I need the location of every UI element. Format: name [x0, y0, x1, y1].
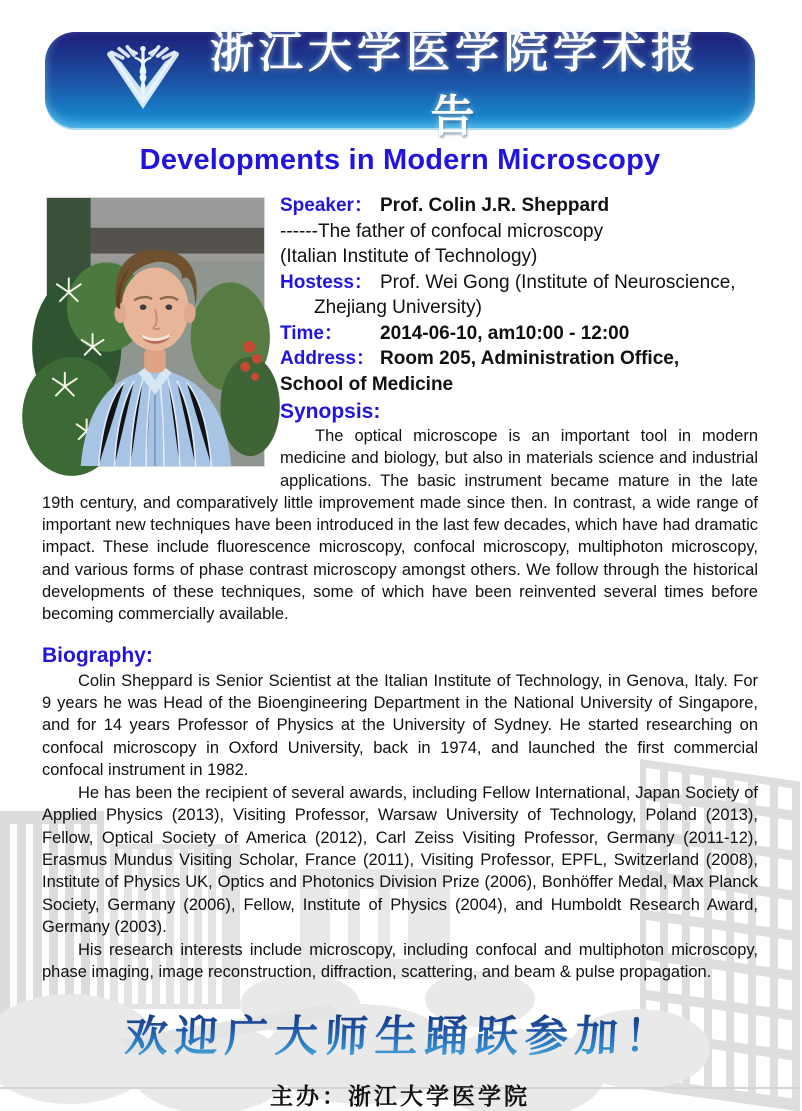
address-value: Room 205, Administration Office, [380, 348, 680, 369]
speaker-label: Speaker： [280, 195, 373, 216]
time-value: 2014-06-10, am10:00 - 12:00 [380, 322, 630, 344]
poster-page [0, 28, 800, 1110]
hostess-label: Hostess： [280, 271, 373, 293]
speaker-subtitle: ------The father of confocal microscopy [280, 220, 604, 242]
hostess-affiliation: Zhejiang University) [314, 297, 482, 318]
biography-paragraph-3: His research interests include microscopy, including confocal and multiphoton microscopy, phase imaging, image reconstruction, diffraction, scattering, and beam & pulse propagation. [42, 940, 758, 981]
address-label: Address： [280, 348, 376, 369]
speaker-photo [46, 197, 265, 467]
biography-paragraph-1: Colin Sheppard is Senior Scientist at the Italian Institute of Technology, in Genova, Italy. For 9 years he was Head of the Bioengineering Department in the National University of Singapore, and for 14 years Professor of Physics at the University of Sydney. He started researching on confocal microscopy in Oxford University, back in 1974, and launched the first commercial confocal instrument in 1982. [42, 671, 758, 780]
winged-caduceus-logo-icon [97, 43, 189, 117]
page-title: Developments in Modern Microscopy [139, 144, 661, 176]
biography-heading: Biography: [42, 643, 153, 667]
header-banner [45, 28, 755, 141]
organizer-line: 主办：浙江大学医学院 [270, 1083, 530, 1110]
welcome-message: 欢迎广大师生踊跃参加！ [0, 1003, 802, 1064]
synopsis-heading: Synopsis: [280, 400, 381, 423]
speaker-name: Prof. Colin J.R. Sheppard [380, 195, 610, 216]
hostess-name: Prof. Wei Gong (Institute of Neuroscience, [380, 271, 736, 293]
address-value-2: School of Medicine [280, 373, 454, 395]
time-label: Time： [280, 322, 344, 344]
content-area [0, 193, 800, 983]
banner-title: 浙江大学医学院学术报告 [210, 28, 700, 141]
synopsis-paragraph: The optical microscope is an important tool in modern medicine and biology, but also in materials science and industrial applications. The basic instrument became mature in the late 19th century, and comparatively little improvement made since then. In contrast, a wide range of important new techniques have been introduced in the last few decades, which have had dramatic impact. These include fluorescence microscopy, confocal microscopy, multiphoton microscopy, and various forms of phase contrast microscopy amongst others. We follow through the historical developments of these techniques, some of which have been reinvented several times before becoming commercially available. [42, 427, 758, 624]
speaker-affiliation: (Italian Institute of Technology) [280, 246, 538, 267]
biography-paragraph-2: He has been the recipient of several awards, including Fellow International, Japan Society of Applied Physics (2013), Visiting Professor, Warsaw University of Technology, Poland (2013), Fellow, Optical Society of America (2012), Carl Zeiss Visiting Professor, Germany (2011-12), Erasmus Mundus Visiting Scholar, France (2011), Visiting Professor, EPFL, Switzerland (2008), Institute of Physics UK, Optics and Photonics Division Prize (2006), Bonhöffer Medal, Max Planck Society, Germany (2006), Fellow, Institute of Physics (2004), and Humboldt Research Award, Germany (2003). [42, 783, 758, 937]
